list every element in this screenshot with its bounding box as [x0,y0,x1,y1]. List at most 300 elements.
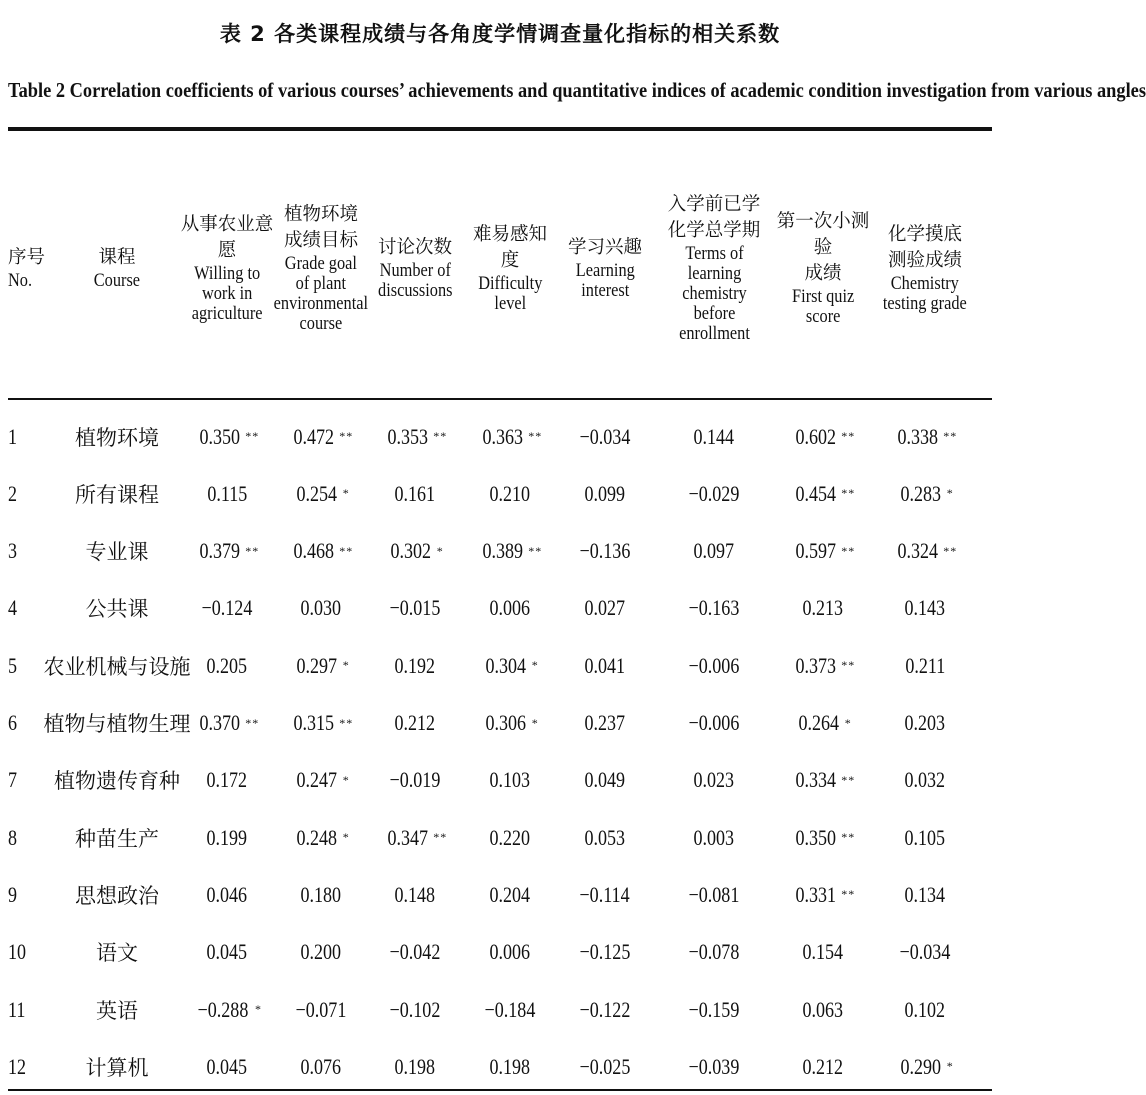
course-name: 种苗生产 [75,826,159,851]
correlation-value: 0.306 [485,710,527,735]
row-number [8,695,48,752]
value-willing-agriculture [177,981,277,1038]
correlation-value: 0.264 [798,710,840,735]
correlation-value: 0.347 [387,824,428,850]
significance-marker: * [342,486,350,501]
correlation-value: −0.288 [197,996,249,1022]
correlation-value: −0.122 [579,996,631,1022]
correlation-value: 0.211 [905,652,945,678]
correlation-value: 0.049 [584,767,626,793]
value-first-quiz [771,752,876,809]
significance-marker: ** [433,830,448,845]
header-willing-agriculture [177,148,277,388]
correlation-value: 0.315 [293,710,334,735]
value-willing-agriculture [177,465,277,522]
value-grade-goal [271,580,371,637]
correlation-value: 0.144 [693,423,735,449]
significance-marker: * [531,658,539,673]
value-chem-testing [873,924,978,981]
value-grade-goal [271,637,371,694]
value-difficulty [464,809,556,866]
header-no [8,148,48,388]
correlation-value: 0.006 [489,939,531,965]
correlation-value: 0.006 [489,595,531,621]
value-grade-goal [271,695,371,752]
value-willing-agriculture [177,809,277,866]
correlation-value: 0.099 [584,480,626,506]
table-row [0,637,1000,694]
value-discussions [369,981,461,1038]
value-difficulty [464,637,556,694]
value-difficulty [464,580,556,637]
row-number-text: 1 [8,423,18,449]
correlation-value: 0.220 [489,824,531,850]
correlation-value: −0.159 [688,996,740,1022]
significance-marker: ** [339,543,354,558]
correlation-value: 0.205 [206,652,248,678]
value-first-quiz [771,809,876,866]
table-caption-english: Table 2 Correlation coefficients of various courses’ achievements and quantitative indices of academic condition investigation from various angles [8,78,1146,102]
correlation-value: 0.331 [795,881,836,907]
value-discussions [369,637,461,694]
value-interest [560,523,650,580]
correlation-value: 0.247 [296,767,338,793]
correlation-value: 0.212 [394,710,436,735]
significance-marker: ** [841,429,856,443]
correlation-value: 0.454 [795,480,836,506]
value-chem-testing [873,752,978,809]
header-chem-testing-cn: 化学摸底 测验成绩 [887,224,962,271]
value-grade-goal [271,981,371,1038]
header-interest-en: Learning interest [575,260,635,301]
value-grade-goal [271,866,371,923]
value-difficulty [464,695,556,752]
row-number [8,637,48,694]
value-willing-agriculture [177,695,277,752]
value-difficulty [464,981,556,1038]
significance-marker: * [342,658,350,673]
correlation-value: 0.143 [904,595,946,621]
correlation-value: −0.184 [484,996,536,1022]
value-chem-testing [873,523,978,580]
header-discussions-cn: 讨论次数 [377,237,452,258]
correlation-value: 0.297 [296,652,338,678]
value-chem-testing [873,580,978,637]
value-discussions [369,580,461,637]
correlation-value: 0.363 [482,423,523,449]
correlation-value: 0.350 [199,423,240,449]
value-willing-agriculture [177,752,277,809]
course-name: 所有课程 [75,482,159,507]
header-chem-terms-cn: 入学前已学 化学总学期 [667,194,761,241]
correlation-value: −0.029 [688,480,740,506]
correlation-value: 0.041 [584,652,626,678]
value-discussions [369,866,461,923]
significance-marker: * [531,715,539,730]
correlation-value: 0.105 [904,824,946,850]
correlation-value: 0.192 [394,652,436,678]
value-willing-agriculture [177,866,277,923]
correlation-value: −0.136 [579,538,631,564]
significance-marker: ** [528,543,543,558]
header-willing-agriculture-cn: 从事农业意愿 [180,214,274,261]
correlation-value: 0.115 [207,480,247,506]
value-difficulty [464,866,556,923]
header-difficulty-cn: 难易感知度 [472,224,547,271]
value-discussions [369,408,461,465]
value-interest [560,752,650,809]
course-name: 计算机 [85,1055,149,1080]
value-chem-testing [873,465,978,522]
header-willing-agriculture-en: Willing to work in agriculture [191,263,263,324]
table-row [0,523,1000,580]
value-grade-goal [271,809,371,866]
correlation-value: 0.389 [482,538,523,564]
header-chem-testing-en: Chemistry testing grade [883,273,967,314]
table-row [0,809,1000,866]
correlation-value: 0.161 [394,480,436,506]
value-first-quiz [771,695,876,752]
value-discussions [369,809,461,866]
value-first-quiz [771,981,876,1038]
value-interest [560,924,650,981]
value-willing-agriculture [177,580,277,637]
header-discussions [369,148,461,388]
value-discussions [369,695,461,752]
header-no-cn: 序号 [8,247,46,268]
significance-marker: * [946,486,954,501]
row-number [8,866,48,923]
row-number-text: 4 [8,595,18,621]
significance-marker: ** [841,658,856,673]
course-name: 专业课 [85,540,149,565]
value-interest [560,981,650,1038]
correlation-value: 0.045 [206,939,248,965]
row-number-text: 11 [8,996,26,1022]
correlation-value: 0.350 [795,824,836,850]
value-difficulty [464,1038,556,1095]
course-name: 农业机械与设施 [43,654,191,679]
value-chem-terms [652,809,777,866]
correlation-value: −0.019 [389,767,441,793]
value-grade-goal [271,523,371,580]
correlation-value: 0.023 [693,767,735,793]
value-discussions [369,523,461,580]
correlation-value: 0.097 [693,538,735,564]
row-number [8,408,48,465]
table-row [0,580,1000,637]
correlation-value: 0.003 [693,824,735,850]
value-chem-terms [652,924,777,981]
significance-marker: ** [841,887,856,902]
header-no-en: No. [8,270,33,291]
header-first-quiz-cn: 第一次小测验 成绩 [776,211,870,284]
header-first-quiz [771,148,876,388]
correlation-value: 0.032 [904,767,946,793]
correlation-value: 0.063 [802,996,844,1022]
value-first-quiz [771,465,876,522]
significance-marker: ** [245,429,260,443]
value-first-quiz [771,523,876,580]
value-first-quiz [771,866,876,923]
correlation-value: −0.034 [899,939,951,965]
table-row [0,752,1000,809]
correlation-value: −0.039 [688,1053,740,1079]
header-interest [560,148,650,388]
table-top-rule [8,127,992,131]
significance-marker: ** [943,429,958,443]
table-row [0,695,1000,752]
row-number [8,924,48,981]
value-discussions [369,924,461,981]
value-grade-goal [271,465,371,522]
significance-marker: ** [841,772,856,787]
correlation-value: −0.163 [688,595,740,621]
correlation-value: 0.076 [300,1053,342,1079]
value-first-quiz [771,1038,876,1095]
header-chem-terms-en: Terms of learning chemistry before enrollment [678,243,750,344]
correlation-value: 0.472 [293,423,334,449]
correlation-value: 0.212 [802,1053,844,1079]
table-row [0,981,1000,1038]
row-number [8,580,48,637]
value-chem-testing [873,408,978,465]
row-number-text: 3 [8,538,18,564]
value-chem-testing [873,695,978,752]
header-interest-cn: 学习兴趣 [567,237,642,258]
value-difficulty [464,465,556,522]
value-willing-agriculture [177,408,277,465]
value-chem-testing [873,981,978,1038]
value-willing-agriculture [177,924,277,981]
header-course [57,148,177,388]
correlation-value: 0.148 [394,881,436,907]
value-grade-goal [271,408,371,465]
value-chem-terms [652,580,777,637]
correlation-value: 0.254 [296,480,338,506]
value-willing-agriculture [177,637,277,694]
correlation-value: 0.302 [390,538,432,564]
value-first-quiz [771,924,876,981]
correlation-value: 0.210 [489,480,531,506]
significance-marker: * [342,830,350,845]
correlation-value: 0.204 [489,881,531,907]
course-name: 思想政治 [75,883,159,908]
value-chem-testing [873,809,978,866]
table-row [0,1038,1000,1095]
correlation-value: 0.154 [802,939,844,965]
correlation-value: 0.027 [584,595,626,621]
correlation-value: 0.213 [802,595,844,621]
correlation-value: 0.290 [900,1053,942,1079]
table-row [0,866,1000,923]
correlation-value: −0.006 [688,710,740,735]
value-chem-testing [873,637,978,694]
correlation-value: 0.198 [394,1053,436,1079]
correlation-value: −0.081 [688,881,740,907]
table-header-rule [8,398,992,400]
value-grade-goal [271,752,371,809]
correlation-value: −0.025 [579,1053,631,1079]
row-number-text: 5 [8,652,18,678]
value-chem-terms [652,695,777,752]
value-interest [560,1038,650,1095]
course-name: 植物环境 [75,425,159,450]
correlation-value: −0.114 [579,881,631,907]
header-difficulty [464,148,556,388]
table-row [0,924,1000,981]
row-number [8,752,48,809]
significance-marker: * [946,1059,954,1074]
correlation-value: 0.237 [584,710,626,735]
correlation-value: −0.102 [389,996,441,1022]
row-number [8,981,48,1038]
value-grade-goal [271,924,371,981]
header-grade-goal [271,148,371,388]
value-chem-terms [652,637,777,694]
correlation-value: −0.006 [688,652,740,678]
value-discussions [369,465,461,522]
header-chem-testing [873,148,978,388]
correlation-value: 0.334 [795,767,836,793]
correlation-value: 0.102 [904,996,946,1022]
correlation-value: 0.373 [795,652,836,678]
significance-marker: ** [339,429,354,443]
value-interest [560,637,650,694]
value-chem-testing [873,866,978,923]
significance-marker: * [844,715,852,730]
course-name: 植物遗传育种 [54,769,180,794]
value-first-quiz [771,637,876,694]
correlation-value: −0.125 [579,939,631,965]
value-difficulty [464,924,556,981]
row-number [8,1038,48,1095]
value-discussions [369,1038,461,1095]
value-chem-testing [873,1038,978,1095]
value-interest [560,866,650,923]
header-course-cn: 课程 [98,247,136,268]
correlation-value: 0.468 [293,538,334,564]
significance-marker: ** [339,715,354,730]
value-chem-terms [652,981,777,1038]
correlation-value: 0.597 [795,538,836,564]
value-interest [560,465,650,522]
significance-marker: ** [841,486,856,501]
value-chem-terms [652,408,777,465]
header-course-en: Course [93,270,141,291]
value-willing-agriculture [177,523,277,580]
significance-marker: ** [433,429,448,443]
correlation-value: 0.248 [296,824,338,850]
row-number-text: 2 [8,480,18,506]
header-discussions-en: Number of discussions [377,260,453,301]
significance-marker: ** [943,543,958,558]
row-number-text: 9 [8,881,18,907]
correlation-value: 0.602 [795,423,836,449]
correlation-value: −0.078 [688,939,740,965]
course-name: 植物与植物生理 [43,712,191,736]
correlation-value: 0.199 [206,824,248,850]
course-name: 英语 [96,998,138,1023]
correlation-value: −0.042 [389,939,441,965]
header-chem-terms [652,148,777,388]
significance-marker: ** [245,715,260,730]
course-name: 公共课 [85,597,149,622]
correlation-value: 0.180 [300,881,342,907]
row-number-text: 12 [8,1053,27,1079]
significance-marker: * [254,1002,262,1016]
row-number-text: 7 [8,767,18,793]
correlation-value: 0.172 [206,767,248,793]
value-interest [560,408,650,465]
correlation-value: 0.379 [199,538,240,564]
value-chem-terms [652,465,777,522]
value-discussions [369,752,461,809]
value-interest [560,695,650,752]
value-chem-terms [652,866,777,923]
correlation-value: 0.030 [300,595,342,621]
correlation-value: 0.324 [897,538,938,564]
correlation-value: −0.071 [295,996,347,1022]
correlation-value: 0.370 [199,710,240,735]
correlation-value: 0.283 [900,480,942,506]
row-number-text: 8 [8,824,18,850]
correlation-value: 0.053 [584,824,626,850]
value-grade-goal [271,1038,371,1095]
value-difficulty [464,752,556,809]
correlation-value: 0.198 [489,1053,531,1079]
correlation-value: 0.353 [387,423,428,449]
correlation-value: 0.045 [206,1053,248,1079]
row-number-text: 10 [8,939,27,965]
significance-marker: * [436,543,444,558]
value-chem-terms [652,523,777,580]
header-difficulty-en: Difficulty level [477,273,543,314]
correlation-value: 0.103 [489,767,531,793]
header-grade-goal-en: Grade goal of plant environmental course [273,253,369,334]
row-number-text: 6 [8,710,18,735]
correlation-value: 0.203 [904,710,946,735]
value-difficulty [464,408,556,465]
value-first-quiz [771,408,876,465]
correlation-value: 0.338 [897,423,938,449]
value-first-quiz [771,580,876,637]
table-caption-chinese: 表 2 各类课程成绩与各角度学情调查量化指标的相关系数 [219,22,781,46]
significance-marker: ** [841,543,856,558]
significance-marker: * [342,772,350,787]
significance-marker: ** [528,429,543,443]
value-chem-terms [652,752,777,809]
course-name: 语文 [96,941,138,966]
correlation-value: 0.200 [300,939,342,965]
value-interest [560,809,650,866]
table-row [0,408,1000,465]
value-chem-terms [652,1038,777,1095]
significance-marker: ** [245,543,260,558]
value-willing-agriculture [177,1038,277,1095]
value-interest [560,580,650,637]
header-first-quiz-en: First quiz score [791,286,855,327]
significance-marker: ** [841,830,856,845]
table-row [0,465,1000,522]
correlation-value: 0.304 [485,652,527,678]
value-difficulty [464,523,556,580]
row-number [8,465,48,522]
correlation-value: 0.134 [904,881,946,907]
correlation-value: 0.046 [206,881,248,907]
row-number [8,809,48,866]
header-grade-goal-cn: 植物环境 成绩目标 [283,204,358,251]
